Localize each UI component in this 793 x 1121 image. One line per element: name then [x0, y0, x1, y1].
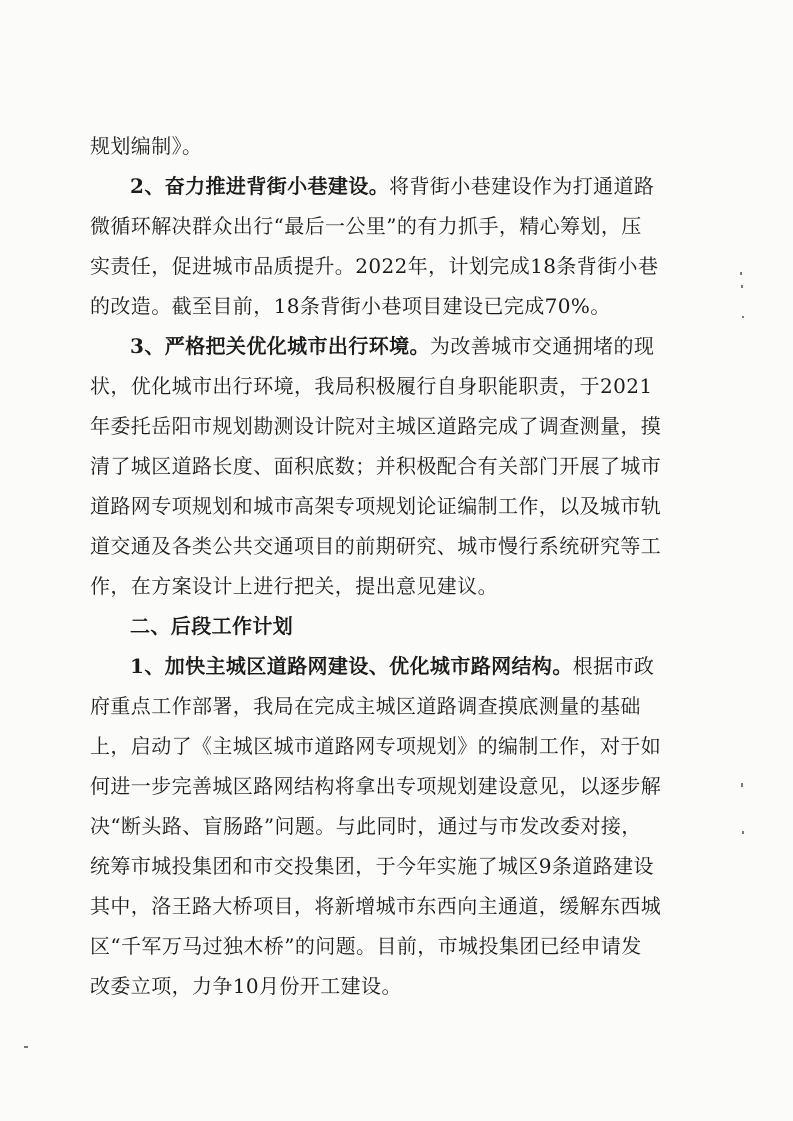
paragraph-lead: 2、奋力推进背街小巷建设。 — [130, 174, 390, 198]
scan-speck — [742, 316, 744, 318]
paragraph-lead: 1、加快主城区道路网建设、优化城市路网结构。 — [130, 654, 573, 678]
text-line: 府重点工作部署，我局在完成主城区道路调查摸底测量的基础 — [90, 694, 641, 718]
paragraph-first-line — [90, 166, 710, 206]
text-line: 区“千军万马过独木桥”的问题。目前，市城投集团已经申请发 — [90, 934, 642, 958]
text-span: 根据市政 — [572, 654, 655, 678]
text-line: 年委托岳阳市规划勘测设计院对主城区道路完成了调查测量，摸 — [90, 414, 662, 438]
text-line: 改委立项，力争10月份开工建设。 — [90, 974, 402, 998]
text-line: 清了城区道路长度、面积底数；并积极配合有关部门开展了城市 — [90, 454, 662, 478]
text-line: 的改造。截至目前，18条背街小巷项目建设已完成70%。 — [90, 294, 611, 318]
text-line: 统筹市城投集团和市交投集团，于今年实施了城区9条道路建设 — [90, 854, 654, 878]
text-span: 将背街小巷建设作为打通道路 — [389, 174, 655, 198]
text-line: 道交通及各类公共交通项目的前期研究、城市慢行系统研究等工 — [90, 534, 662, 558]
text-line: 决“断头路、盲肠路”问题。与此同时，通过与市发改委对接， — [90, 814, 642, 838]
paragraph-first-line — [90, 646, 710, 686]
text-line: 道路网专项规划和城市高架专项规划论证编制工作，以及城市轨 — [90, 494, 662, 518]
paragraph-first-line — [90, 326, 710, 366]
text-line: 规划编制》。 — [90, 134, 203, 158]
text-line: 实责任，促进城市品质提升。2022年，计划完成18条背街小巷 — [90, 254, 659, 278]
text-line: 上，启动了《主城区城市道路网专项规划》的编制工作，对于如 — [90, 734, 662, 758]
text-line: 其中，洛王路大桥项目，将新增城市东西向主通道，缓解东西城 — [90, 894, 662, 918]
paragraph-lead: 3、严格把关优化城市出行环境。 — [130, 334, 430, 358]
scan-speck — [740, 272, 742, 275]
text-line: 何进一步完善城区路网结构将拿出专项规划建设意见，以逐步解 — [90, 774, 662, 798]
text-span: 为改善城市交通拥堵的现 — [429, 334, 655, 358]
section-heading: 二、后段工作计划 — [130, 614, 294, 638]
document-body — [90, 126, 710, 1006]
text-line: 状，优化城市出行环境，我局积极履行自身职能职责，于2021 — [90, 374, 653, 398]
scan-speck — [24, 1046, 28, 1048]
scan-speck — [741, 783, 743, 787]
text-line: 作，在方案设计上进行把关，提出意见建议。 — [90, 574, 498, 598]
scan-speck — [742, 831, 744, 834]
scan-speck — [741, 285, 743, 288]
text-line: 微循环解决群众出行“最后一公里”的有力抓手，精心筹划，压 — [90, 214, 642, 238]
